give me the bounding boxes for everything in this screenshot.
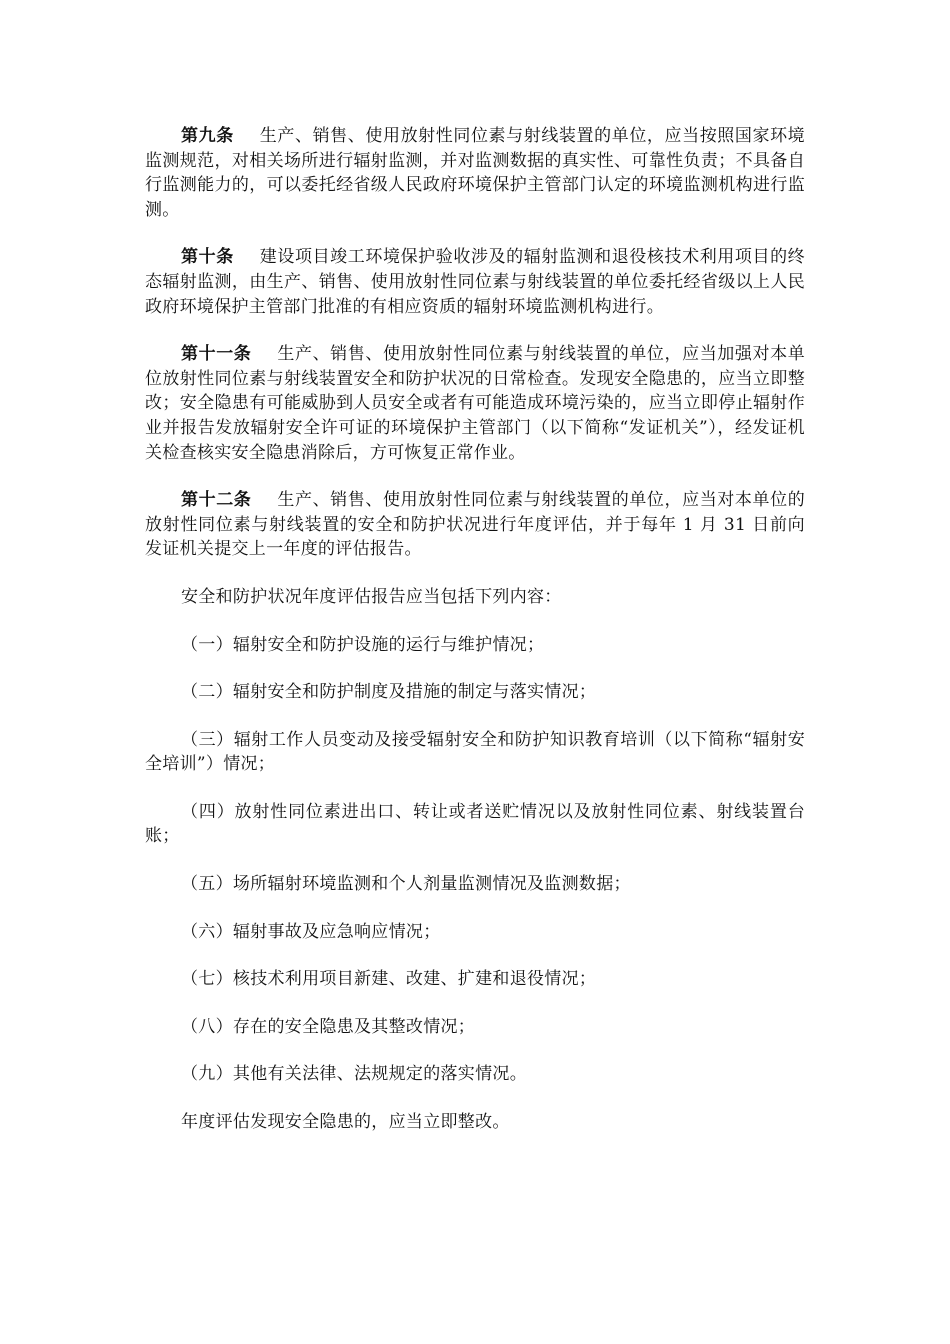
article-11-number: 第十一条	[181, 344, 252, 365]
article-12-text: 生产、销售、使用放射性同位素与射线装置的单位，应当对本单位的放射性同位素与射线装置的安全和防护状况进行年度评估，并于每年 1 月 31 日前向发证机关提交上一年度的评估报告。	[145, 490, 805, 560]
article-10-text: 建设项目竣工环境保护验收涉及的辐射监测和退役核技术利用项目的终态辐射监测，由生产、销售、使用放射性同位素与射线装置的单位委托经省级以上人民政府环境保护主管部门批准的有相应资质的辐射环境监测机构进行。	[145, 247, 805, 317]
article-12-number: 第十二条	[181, 490, 252, 511]
article-9-number: 第九条	[181, 126, 234, 146]
article-10-paragraph	[145, 245, 805, 319]
report-item-5: （五）场所辐射环境监测和个人剂量监测情况及监测数据；	[181, 874, 631, 895]
report-contents-intro: 安全和防护状况年度评估报告应当包括下列内容：	[181, 586, 562, 607]
article-12-paragraph	[145, 488, 805, 562]
report-item-1: （一）辐射安全和防护设施的运行与维护情况；	[181, 634, 545, 655]
article-11-text: 生产、销售、使用放射性同位素与射线装置的单位，应当加强对本单位放射性同位素与射线装置安全和防护状况的日常检查。发现安全隐患的，应当立即整改；安全隐患有可能威胁到人员安全或者有可能造成环境污染的，应当立即停止辐射作业并报告发放辐射安全许可证的环境保护主管部门（以下简称“发证机关”），经发证机关检查核实安全隐患消除后，方可恢复正常作业。	[145, 344, 805, 463]
article-9-paragraph	[145, 124, 805, 222]
report-item-8: （八）存在的安全隐患及其整改情况；	[181, 1016, 476, 1037]
report-item-7: （七）核技术利用项目新建、改建、扩建和退役情况；	[181, 969, 597, 990]
report-item-6: （六）辐射事故及应急响应情况；	[181, 921, 441, 942]
report-item-4: （四）放射性同位素进出口、转让或者送贮情况以及放射性同位素、射线装置台账；	[145, 801, 805, 847]
document-page	[145, 124, 805, 1158]
article-9-text: 生产、销售、使用放射性同位素与射线装置的单位，应当按照国家环境监测规范，对相关场所进行辐射监测，并对监测数据的真实性、可靠性负责；不具备自行监测能力的，可以委托经省级人民政府环境保护主管部门认定的环境监测机构进行监测。	[145, 126, 805, 220]
report-item-9: （九）其他有关法律、法规规定的落实情况。	[181, 1064, 527, 1085]
report-item-3: （三）辐射工作人员变动及接受辐射安全和防护知识教育培训（以下简称“辐射安全培训”）情况；	[145, 729, 805, 775]
closing-paragraph: 年度评估发现安全隐患的，应当立即整改。	[181, 1112, 510, 1133]
article-10-number: 第十条	[181, 247, 234, 268]
article-11-paragraph	[145, 342, 805, 465]
report-item-2: （二）辐射安全和防护制度及措施的制定与落实情况；	[181, 682, 597, 703]
